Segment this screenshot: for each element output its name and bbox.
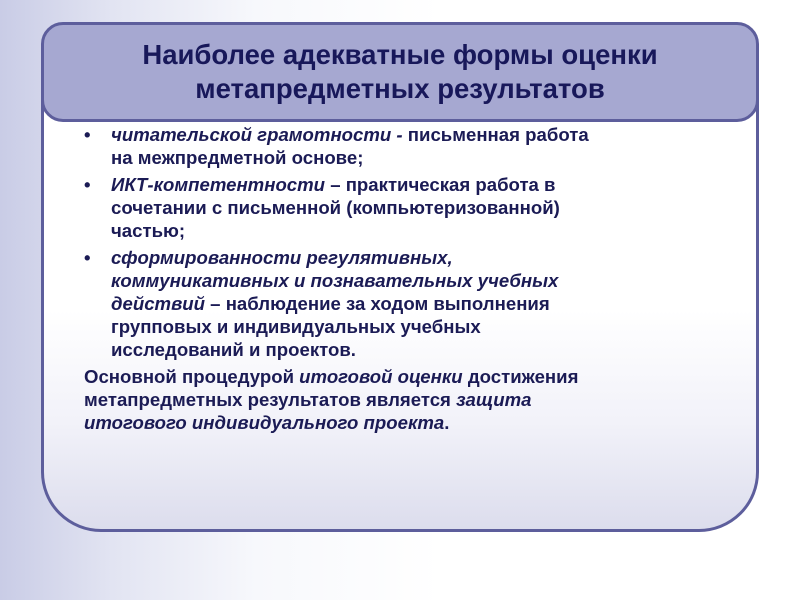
closing-emphasis: итоговой оценки bbox=[299, 366, 463, 387]
bullet-term: сформированности регулятивных, bbox=[111, 247, 453, 268]
closing-text: метапредметных результатов является bbox=[84, 389, 457, 410]
bullet-line: исследований и проектов. bbox=[111, 339, 356, 360]
closing-text: достижения bbox=[462, 366, 579, 387]
bullet-line: групповых и индивидуальных учебных bbox=[111, 316, 481, 337]
closing-emphasis: итогового индивидуального проекта bbox=[84, 412, 445, 433]
closing-text: . bbox=[444, 412, 450, 433]
bullet-term: ИКТ-компетентности bbox=[111, 174, 326, 195]
bullet-item-learning-actions bbox=[84, 246, 784, 361]
closing-line bbox=[84, 411, 784, 434]
bullet-text: – практическая работа в bbox=[325, 174, 556, 195]
slide-body bbox=[84, 123, 784, 434]
bullet-item-ict-competence bbox=[84, 173, 784, 242]
bullet-term: читательской грамотности - bbox=[111, 124, 408, 145]
bullet-marker: • bbox=[84, 247, 91, 268]
bullet-item-reading-literacy bbox=[84, 123, 784, 169]
closing-emphasis: защита bbox=[456, 389, 532, 410]
bullet-line bbox=[111, 123, 784, 146]
closing-text: Основной процедурой bbox=[84, 366, 300, 387]
bullet-line: частью; bbox=[111, 220, 186, 241]
title-box bbox=[41, 22, 759, 122]
closing-line bbox=[84, 388, 784, 411]
bullet-text: – наблюдение за ходом выполнения bbox=[205, 293, 550, 314]
bullet-marker: • bbox=[84, 174, 91, 195]
slide-title-line-1: Наиболее адекватные формы оценки bbox=[142, 39, 658, 70]
bullet-line: сочетании с письменной (компьютеризованной) bbox=[111, 197, 560, 218]
bullet-text: письменная работа bbox=[407, 124, 589, 145]
slide-title-line-2: метапредметных результатов bbox=[195, 73, 605, 104]
bullet-marker: • bbox=[84, 124, 91, 145]
bullet-line bbox=[111, 292, 784, 315]
bullet-line bbox=[111, 173, 784, 196]
closing-line bbox=[84, 365, 784, 388]
bullet-term: коммуникативных и познавательных учебных bbox=[111, 270, 559, 291]
bullet-term: действий bbox=[111, 293, 206, 314]
bullet-line: на межпредметной основе; bbox=[111, 147, 364, 168]
closing-paragraph bbox=[84, 365, 784, 434]
